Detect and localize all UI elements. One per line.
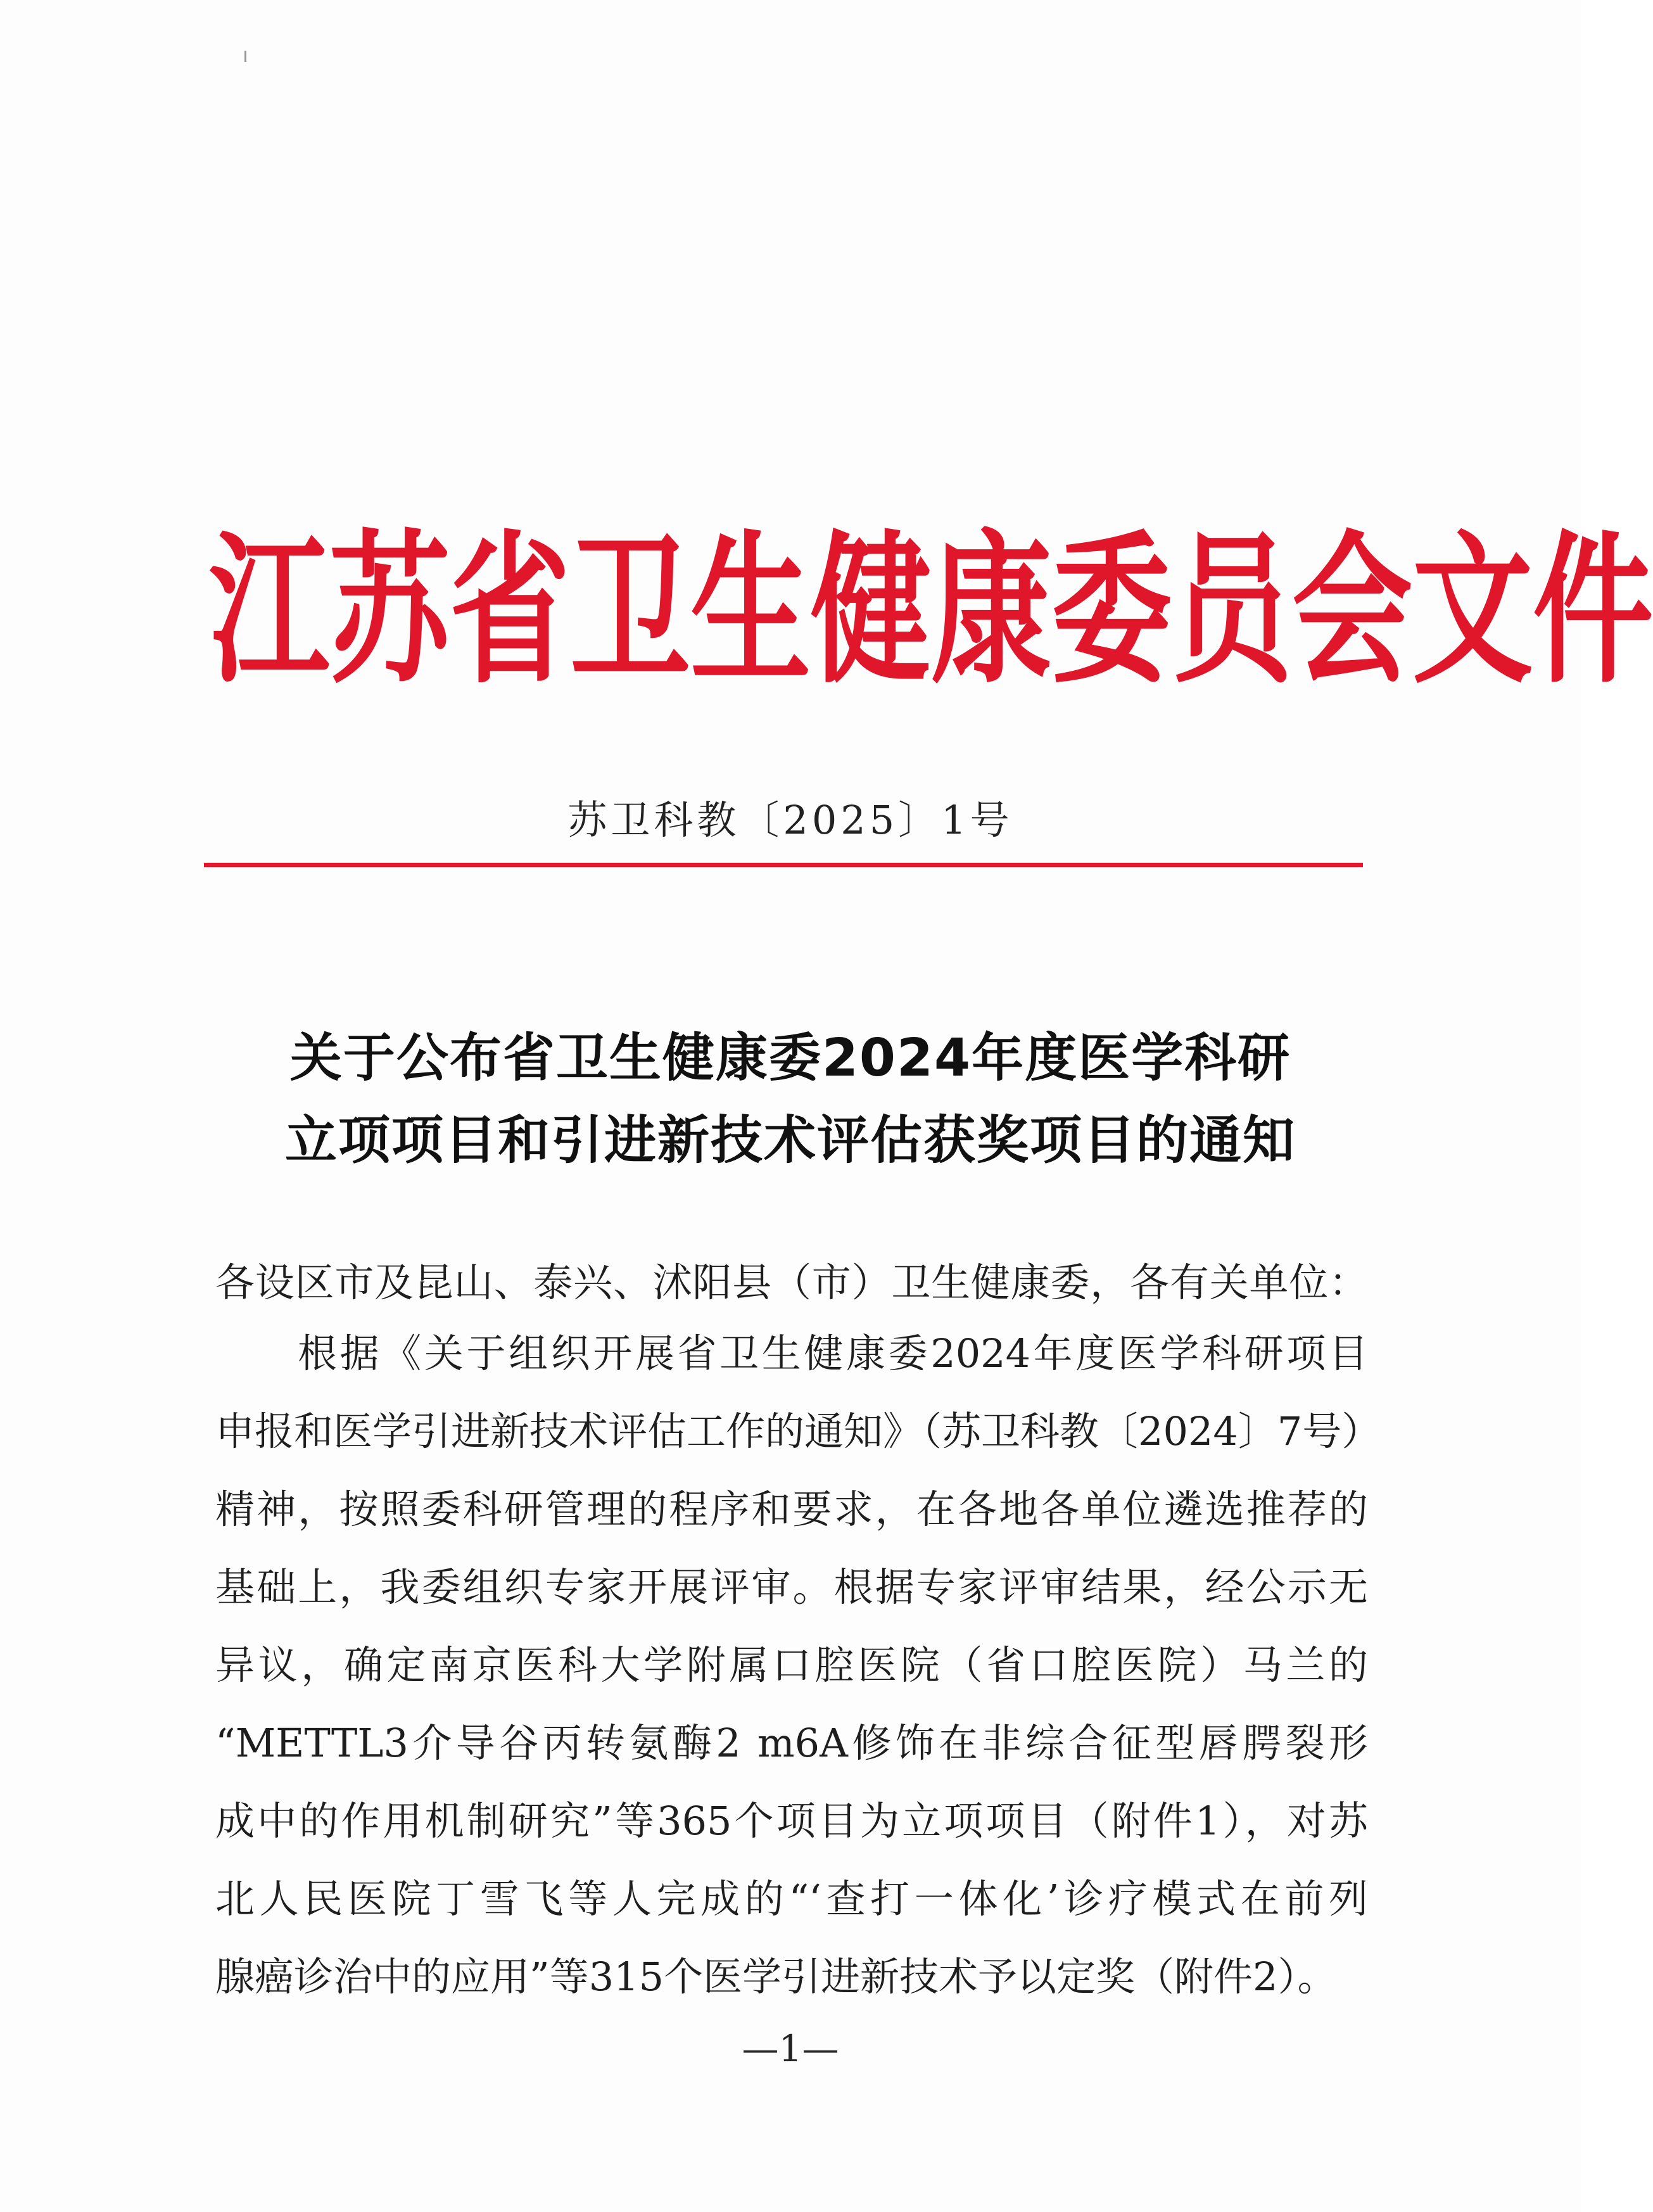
notice-title-line-2: 立项项目和引进新技术评估获奖项目的通知 xyxy=(284,1110,1296,1171)
masthead-char: 件 xyxy=(1533,516,1653,706)
body-line: 异议，确定南京医科大学附属口腔医院（省口腔医院）马兰的 xyxy=(215,1642,1368,1688)
masthead-char: 江 xyxy=(209,516,330,706)
masthead-title xyxy=(209,516,1653,706)
body-line: 申报和医学引进新技术评估工作的通知》（苏卫科教〔2024〕7号） xyxy=(215,1408,1381,1454)
body-line: “METTL3介导谷丙转氨酶2 m6A修饰在非综合征型唇腭裂形 xyxy=(215,1720,1368,1766)
body-line: 基础上，我委组织专家开展评审。根据专家评审结果，经公示无 xyxy=(215,1564,1368,1610)
masthead-char: 委 xyxy=(1051,516,1172,706)
masthead-char: 员 xyxy=(1172,516,1293,706)
masthead-char: 卫 xyxy=(570,516,691,706)
body-line: 成中的作用机制研究”等365个项目为立项项目（附件1），对苏 xyxy=(215,1798,1368,1844)
body-line: 根据《关于组织开展省卫生健康委2024年度医学科研项目 xyxy=(298,1330,1368,1376)
masthead-char: 苏 xyxy=(329,516,450,706)
body-line: 北人民医院丁雪飞等人完成的“‘查打一体化’诊疗模式在前列 xyxy=(215,1876,1368,1922)
masthead-char: 省 xyxy=(450,516,571,706)
scan-mark xyxy=(244,51,246,62)
masthead-char: 会 xyxy=(1292,516,1413,706)
red-divider-line xyxy=(204,863,1363,867)
addressee-line: 各设区市及昆山、泰兴、沭阳县（市）卫生健康委，各有关单位： xyxy=(215,1259,1368,1306)
masthead-char: 健 xyxy=(811,516,932,706)
masthead-char: 文 xyxy=(1412,516,1533,706)
masthead-char: 生 xyxy=(690,516,811,706)
page-number: —1— xyxy=(742,2027,839,2070)
body-line: 腺癌诊治中的应用”等315个医学引进新技术予以定奖（附件2）。 xyxy=(215,1954,1337,2000)
body-line: 精神，按照委科研管理的程序和要求，在各地各单位遴选推荐的 xyxy=(215,1486,1368,1532)
masthead-char: 康 xyxy=(931,516,1052,706)
document-number: 苏卫科教〔2025〕1号 xyxy=(567,797,1013,843)
notice-title-line-1: 关于公布省卫生健康委2024年度医学科研 xyxy=(289,1028,1291,1088)
